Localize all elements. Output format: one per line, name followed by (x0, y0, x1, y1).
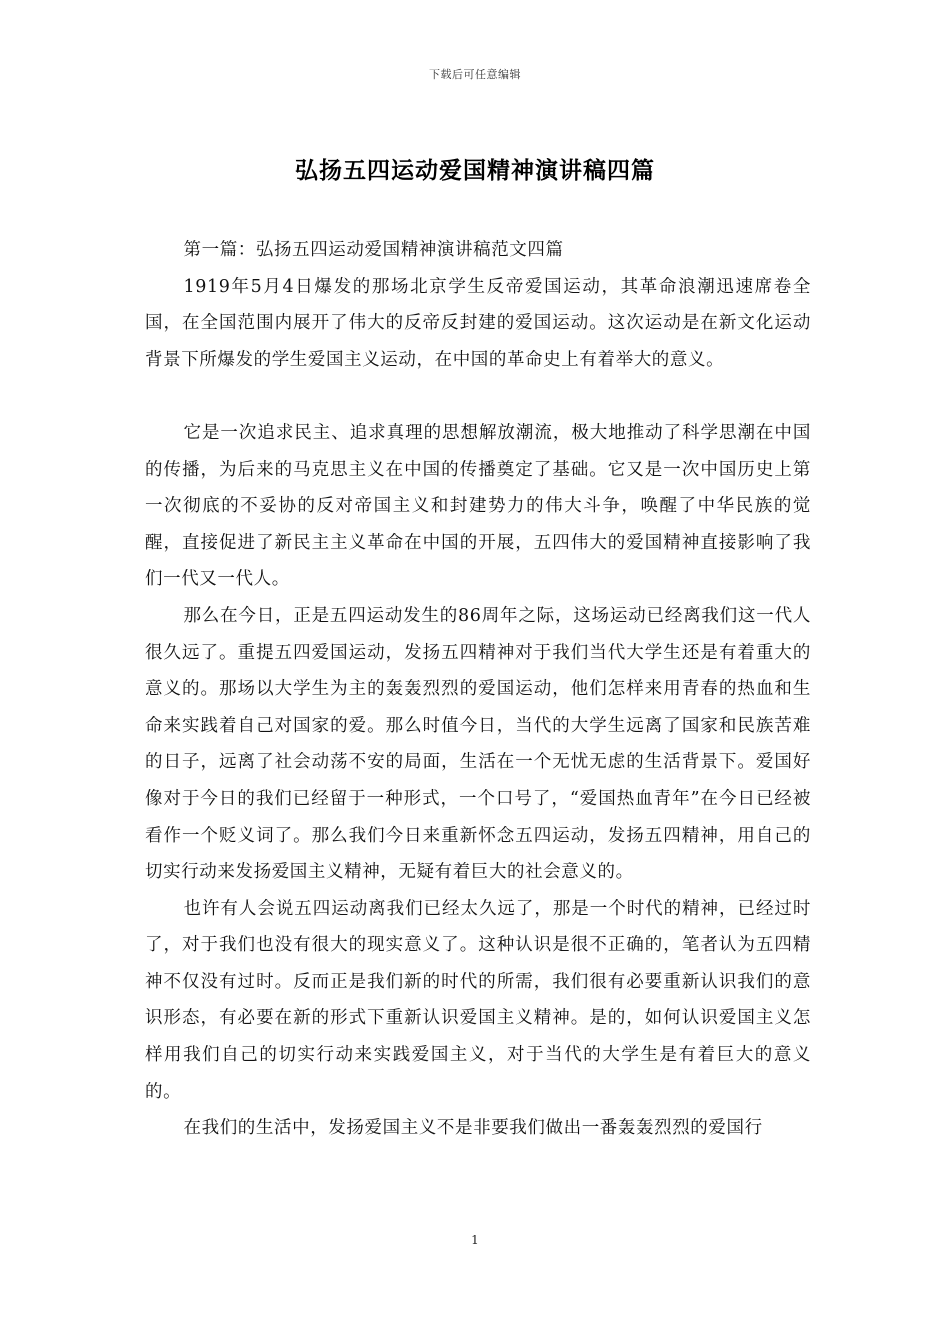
paragraph: 1919年5月4日爆发的那场北京学生反帝爱国运动，其革命浪潮迅速席卷全国，在全国范围内展开了伟大的反帝反封建的爱国运动。这次运动是在新文化运动背景下所爆发的学生爱国主义运动，在中国的革命史上有着举大的意义。 (145, 276, 811, 370)
document-title: 弘扬五四运动爱国精神演讲稿四篇 (295, 158, 655, 184)
paragraph: 也许有人会说五四运动离我们已经太久远了，那是一个时代的精神，已经过时了，对于我们也没有很大的现实意义了。这种认识是很不正确的，笔者认为五四精神不仅没有过时。反而正是我们新的时代的所需，我们很有必要重新认识我们的意识形态，有必要在新的形式下重新认识爱国主义精神。是的，如何认识爱国主义怎样用我们自己的切实行动来实践爱国主义，对于当代的大学生是有着巨大的意义的。 (145, 898, 811, 1102)
paragraph: 它是一次追求民主、追求真理的思想解放潮流，极大地推动了科学思潮在中国的传播，为后来的马克思主义在中国的传播奠定了基础。它又是一次中国历史上第一次彻底的不妥协的反对帝国主义和封建势力的伟大斗争，唤醒了中华民族的觉醒，直接促进了新民主主义革命在中国的开展，五四伟大的爱国精神直接影响了我们一代又一代人。 (145, 422, 811, 590)
document-body (145, 232, 811, 1147)
section-heading: 第一篇：弘扬五四运动爱国精神演讲稿范文四篇 (183, 240, 564, 260)
page-number: 1 (471, 1233, 479, 1247)
paragraph: 在我们的生活中，发扬爱国主义不是非要我们做出一番轰轰烈烈的爱国行 (183, 1118, 763, 1139)
paragraph: 那么在今日，正是五四运动发生的86周年之际，这场运动已经离我们这一代人很久远了。重提五四爱国运动，发扬五四精神对于我们当代大学生还是有着重大的意义的。那场以大学生为主的轰轰烈烈的爱国运动，他们怎样来用青春的热血和生命来实践着自己对国家的爱。那么时值今日，当代的大学生远离了国家和民族苦难的日子，远离了社会动荡不安的局面，生活在一个无忧无虑的生活背景下。爱国好像对于今日的我们已经留于一种形式，一个口号了，“爱国热血青年”在今日已经被看作一个贬义词了。那么我们今日来重新怀念五四运动，发扬五四精神，用自己的切实行动来发扬爱国主义精神，无疑有着巨大的社会意义的。 (145, 605, 811, 883)
header-note: 下载后可任意编辑 (429, 68, 521, 81)
